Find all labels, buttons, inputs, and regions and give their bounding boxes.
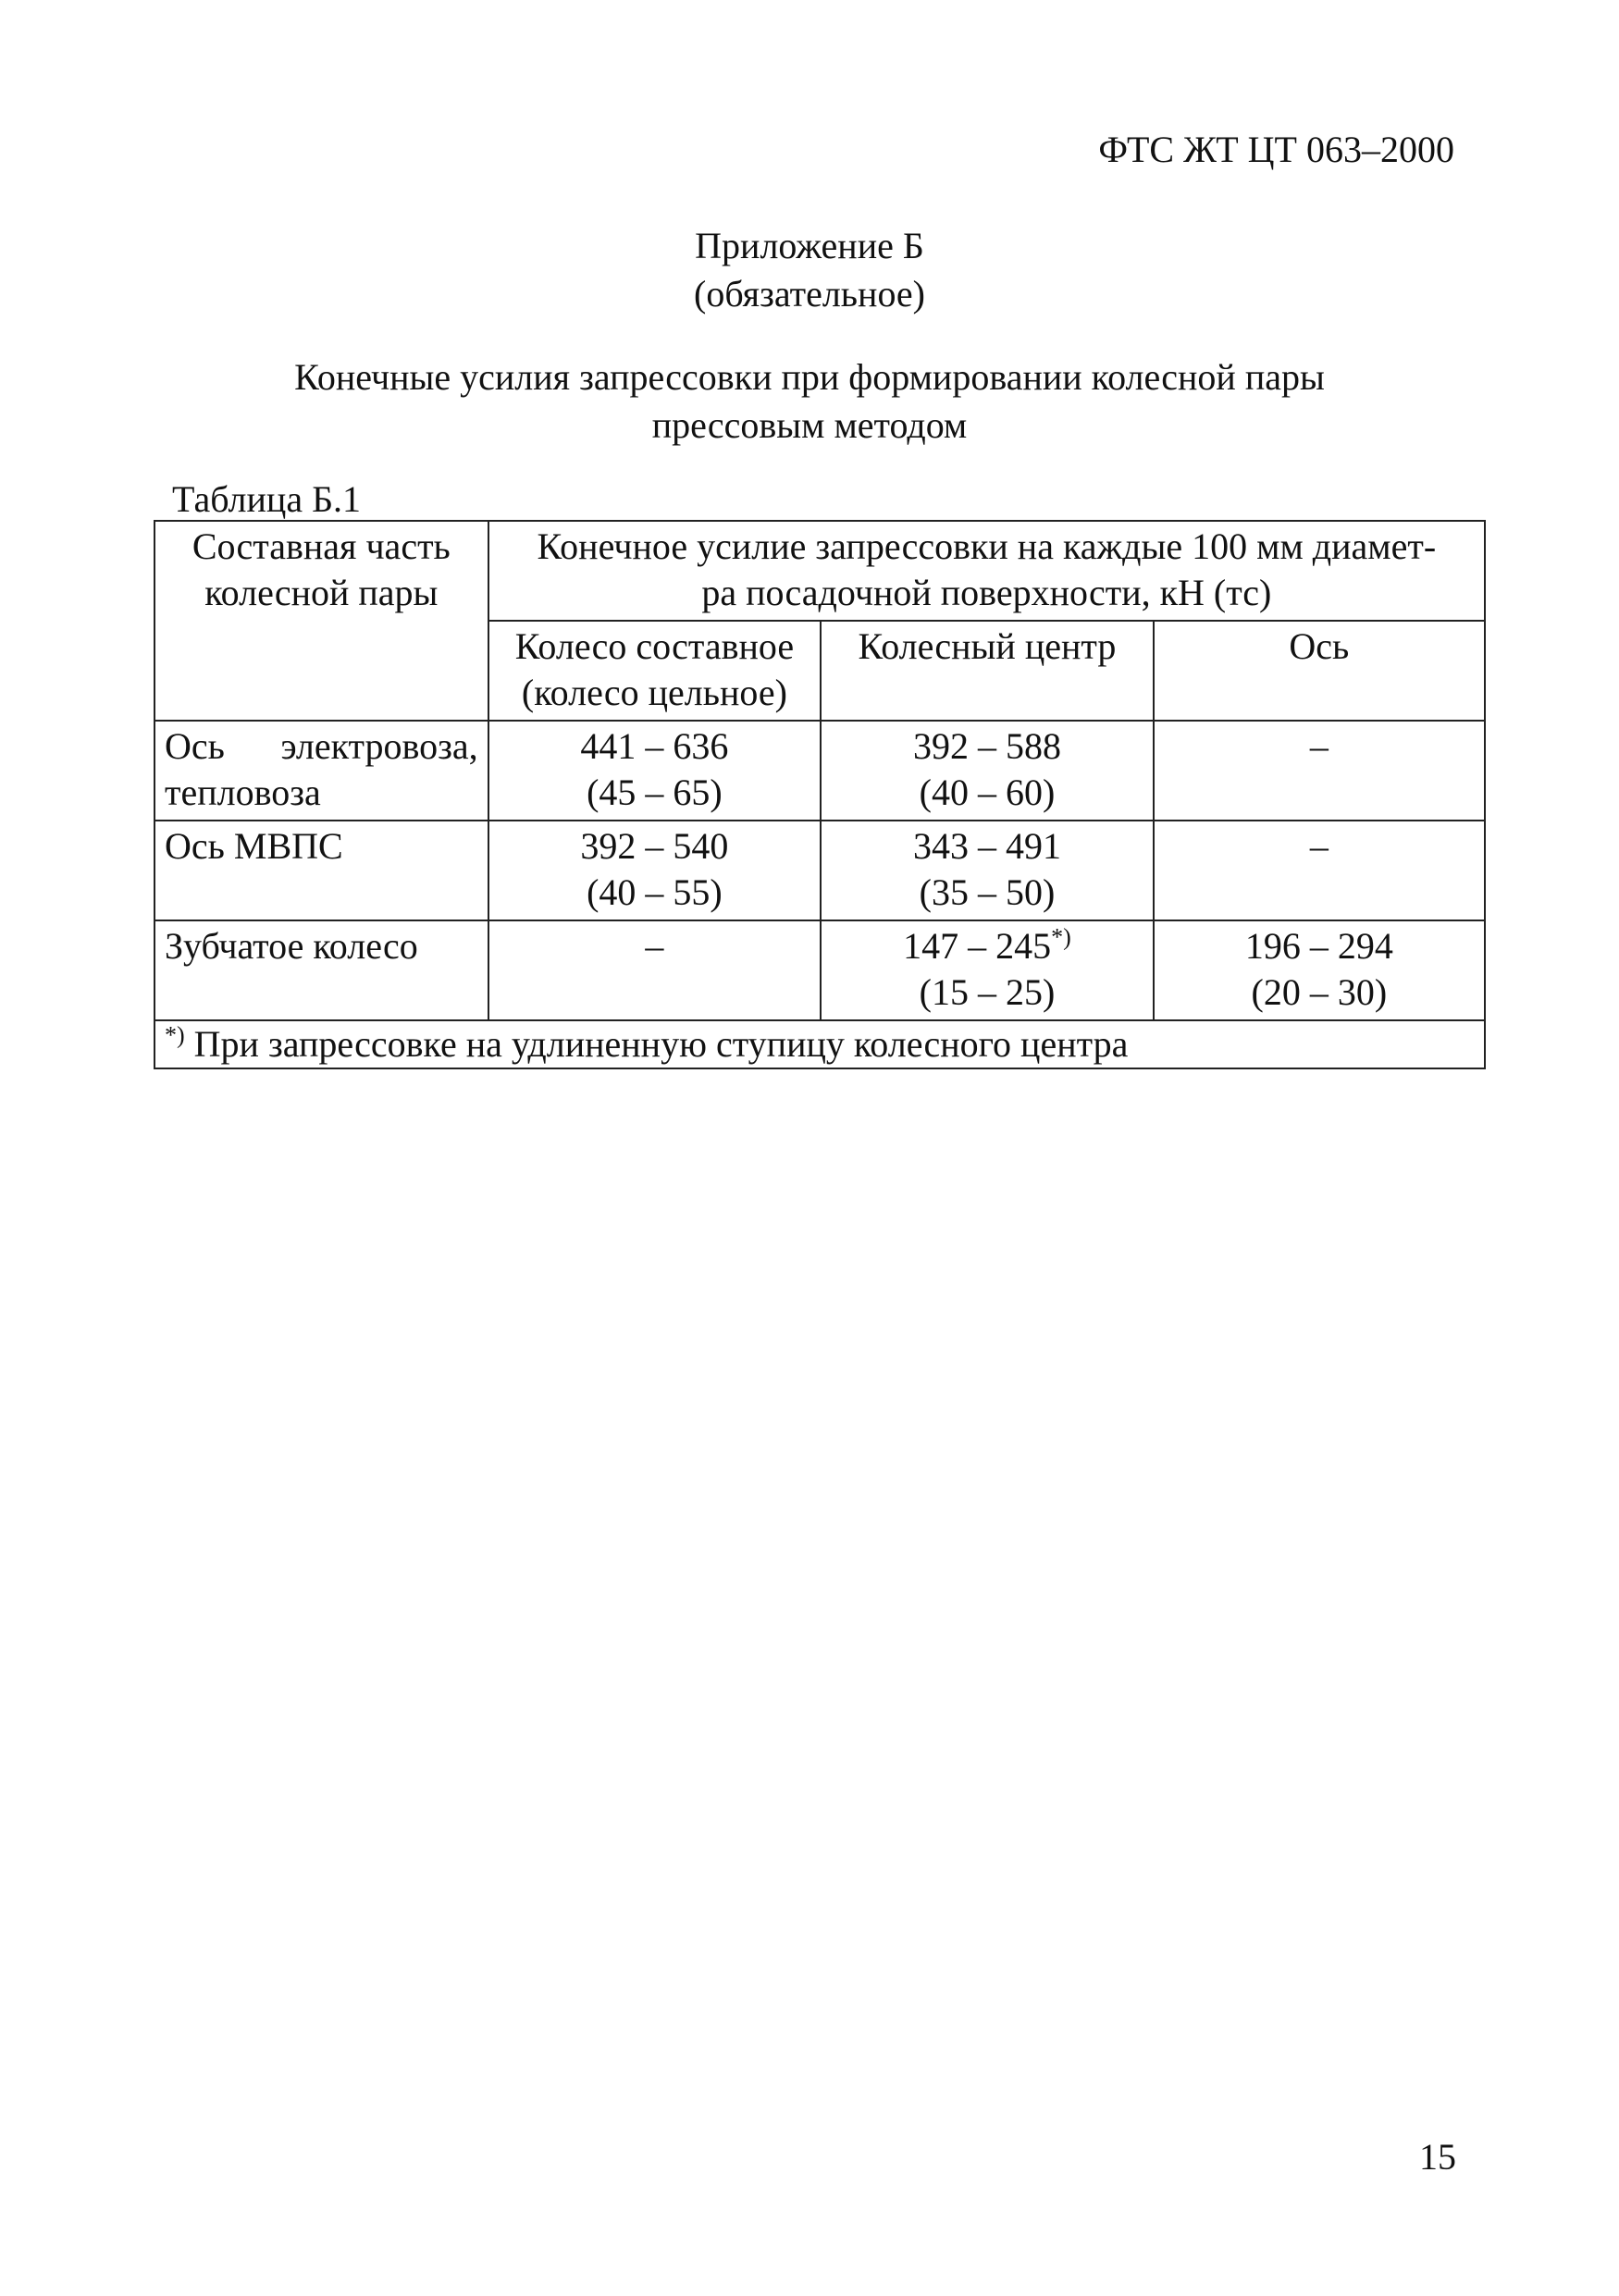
header-part-cell: Составная часть колесной пары [154, 521, 488, 721]
row-axle-cell: – [1154, 821, 1485, 920]
document-code: ФТС ЖТ ЦТ 063–2000 [1098, 129, 1454, 170]
table-row [154, 821, 1485, 920]
section-title-line1: Конечные усилия запрессовки при формировании колесной пары [294, 356, 1325, 398]
row-center-cell: 147 – 245*) (15 – 25) [821, 920, 1154, 1020]
footnote-cell [154, 1020, 1485, 1068]
appendix-heading [0, 222, 1619, 318]
row-part-cell: Ось МВПС [154, 821, 488, 920]
row-axle-cell: – [1154, 721, 1485, 821]
row-part-cell: Ось электровоза, тепловоза [154, 721, 488, 821]
row-wheel-cell: 441 – 636 (45 – 65) [488, 721, 822, 821]
subheader-axle-cell: Ось [1154, 621, 1485, 721]
row-wheel-cell: 392 – 540 (40 – 55) [488, 821, 822, 920]
footnote-mark: *) [1051, 923, 1071, 951]
force-table [154, 520, 1486, 1069]
table-row [154, 920, 1485, 1020]
subheader-center-cell: Колесный центр [821, 621, 1154, 721]
page-number: 15 [1419, 2136, 1456, 2178]
appendix-note: (обязательное) [694, 273, 925, 315]
row-center-cell: 392 – 588 (40 – 60) [821, 721, 1154, 821]
row-part-cell: Зубчатое колесо [154, 920, 488, 1020]
section-title [0, 353, 1619, 450]
appendix-title: Приложение Б [695, 225, 924, 266]
subheader-wheel-cell: Колесо составное (колесо цельное) [488, 621, 822, 721]
table-caption: Таблица Б.1 [172, 478, 362, 520]
table-row [154, 721, 1485, 821]
header-force-cell: Конечное усилие запрессовки на каждые 100 мм диамет- ра посадочной поверхности, кН (тс) [488, 521, 1485, 621]
row-axle-cell: 196 – 294 (20 – 30) [1154, 920, 1485, 1020]
section-title-line2: прессовым методом [651, 404, 968, 446]
row-center-cell: 343 – 491 (35 – 50) [821, 821, 1154, 920]
row-wheel-cell: – [488, 920, 822, 1020]
footnote-mark: *) [165, 1021, 185, 1049]
table-footnote-row [154, 1020, 1485, 1068]
footnote-text: При запрессовке на удлиненную ступицу колесного центра [184, 1023, 1129, 1065]
table-header-row [154, 521, 1485, 621]
